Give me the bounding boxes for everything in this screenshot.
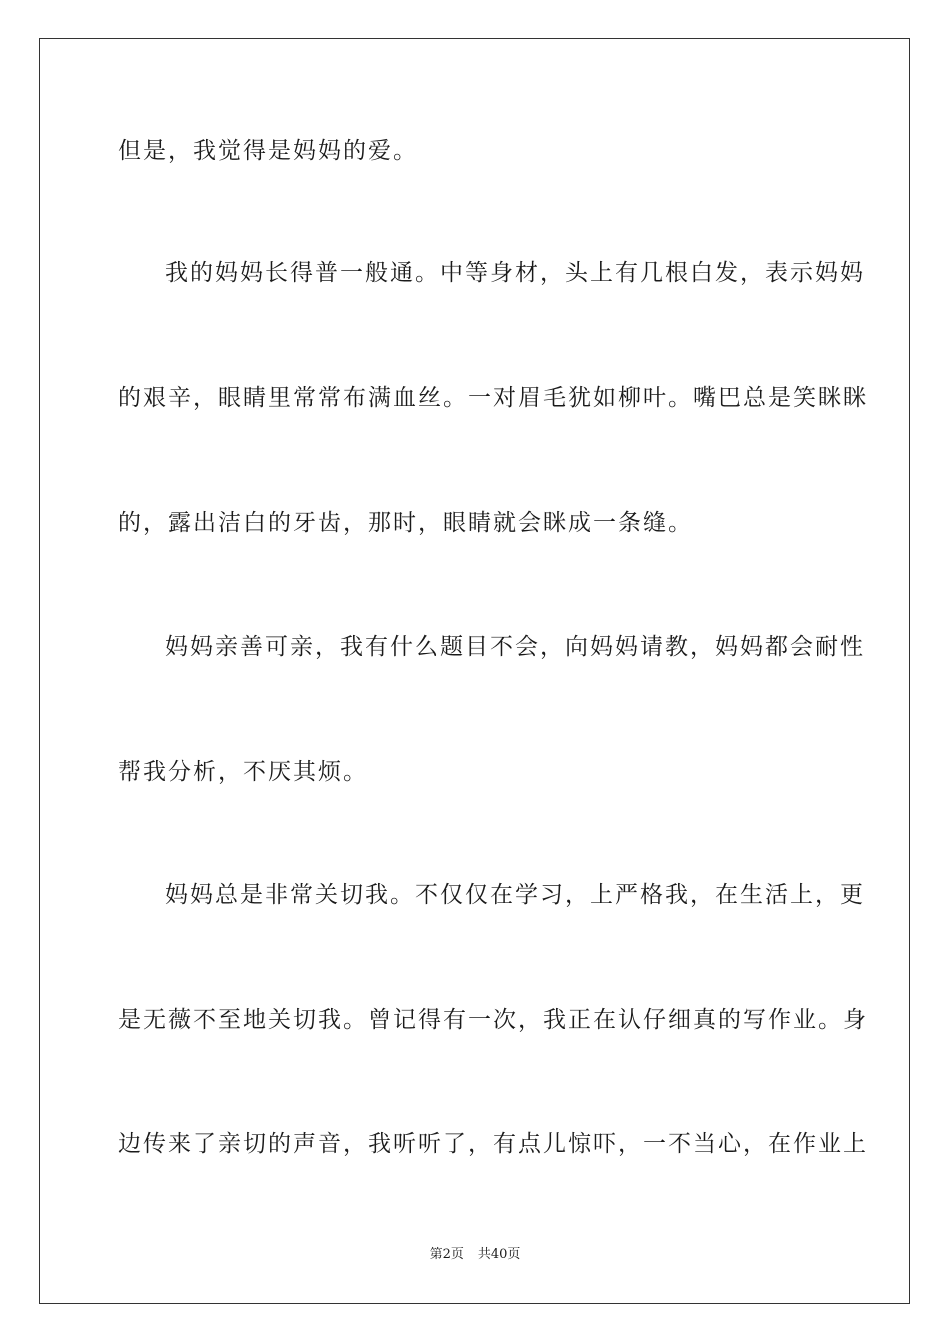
paragraph-4-line-2: 是无薇不至地关切我。曾记得有一次，我正在认仔细真的写作业。身 (118, 1007, 868, 1033)
paragraph-2-line-3: 的，露出洁白的牙齿，那时，眼睛就会眯成一条缝。 (118, 510, 693, 536)
text-line-1: 但是，我觉得是妈妈的爱。 (118, 138, 418, 164)
paragraph-4-line-1: 妈妈总是非常关切我。不仅仅在学习，上严格我，在生活上，更 (165, 882, 865, 908)
paragraph-2-line-2: 的艰辛，眼睛里常常布满血丝。一对眉毛犹如柳叶。嘴巴总是笑眯眯 (118, 385, 868, 411)
page-frame (39, 38, 910, 1304)
total-pages: 共40页 (477, 1247, 521, 1262)
paragraph-2-line-1: 我的妈妈长得普一般通。中等身材，头上有几根白发，表示妈妈 (165, 260, 865, 286)
paragraph-3-line-2: 帮我分析，不厌其烦。 (118, 759, 368, 785)
paragraph-3-line-1: 妈妈亲善可亲，我有什么题目不会，向妈妈请教，妈妈都会耐性 (165, 634, 865, 660)
page-footer (0, 1246, 950, 1264)
paragraph-4-line-3: 边传来了亲切的声音，我听听了，有点儿惊吓，一不当心，在作业上 (118, 1131, 868, 1157)
page-number: 第2页 (429, 1247, 464, 1262)
